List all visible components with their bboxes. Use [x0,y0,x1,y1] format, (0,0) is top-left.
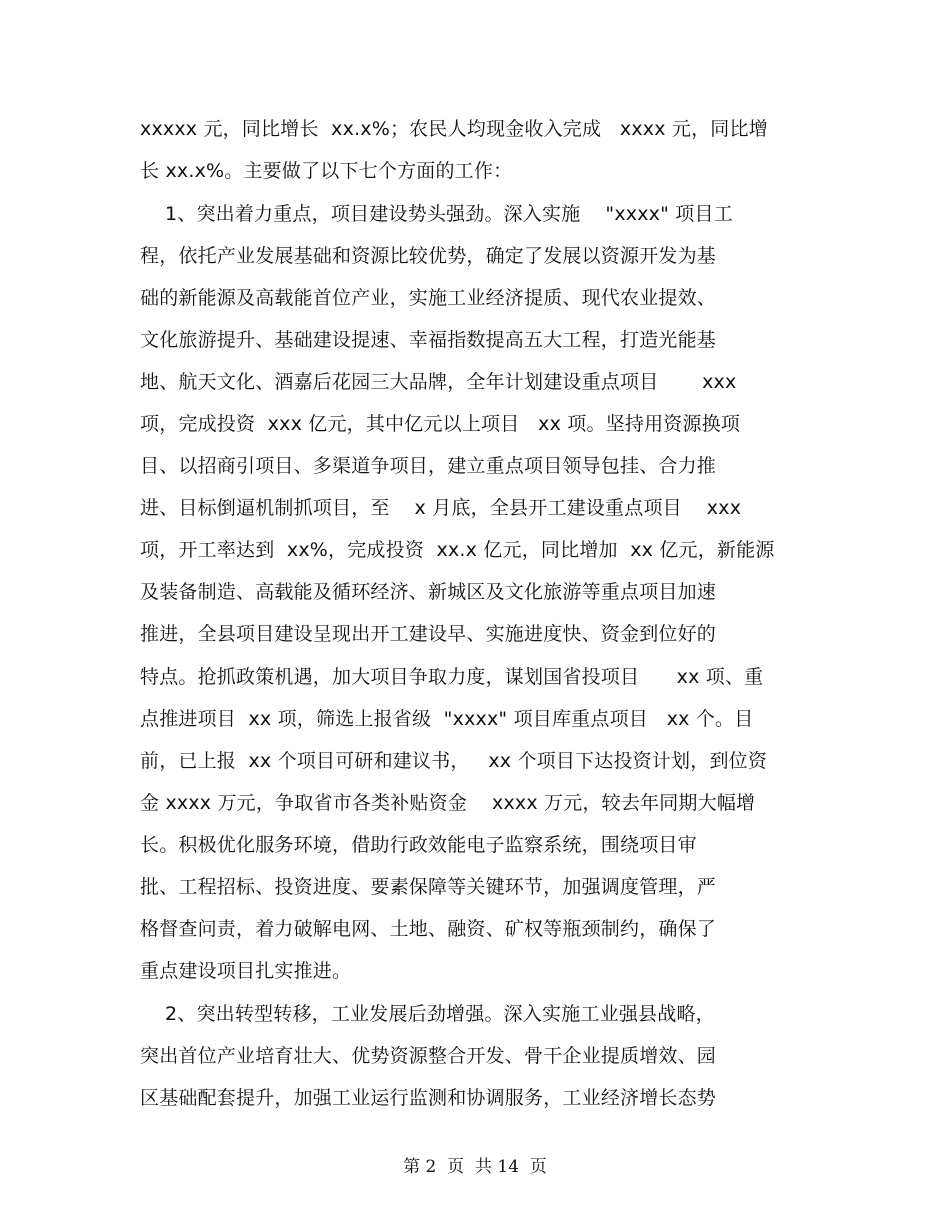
text-line: 金 xxxx 万元，争取省市各类补贴资金 xxxx 万元，较去年同期大幅增 [140,792,756,814]
text-line: 突出首位产业培育壮大、优势资源整合开发、骨干企业提质增效、园 [140,1045,717,1067]
text-line: xxxxx 元，同比增长 xx.x%；农民人均现金收入完成 xxxx 元，同比增 [140,118,768,140]
text-line: 区基础配套提升，加强工业运行监测和协调服务，工业经济增长态势 [140,1087,717,1109]
text-line: 2、突出转型转移，工业发展后劲增强。深入实施工业强县战略， [140,1003,715,1025]
text-line: 地、航天文化、酒嘉后花园三大品牌，全年计划建设重点项目 xxx [140,371,737,393]
text-line: 点推进项目 xx 项，筛选上报省级 "xxxx" 项目库重点项目 xx 个。目 [140,708,754,730]
page-number-footer: 第 2 页 共 14 页 [403,1157,547,1177]
text-line: 前，已上报 xx 个项目可研和建议书， xx 个项目下达投资计划，到位资 [140,750,768,772]
text-line: 础的新能源及高载能首位产业，实施工业经济提质、现代农业提效、 [140,287,717,309]
text-line: 长。积极优化服务环境，借助行政效能电子监察系统，围绕项目审 [140,834,697,856]
text-line: 特点。抢抓政策机遇，加大项目争取力度，谋划国省投项目 xx 项、重 [140,666,764,688]
text-line: 文化旅游提升、基础建设提速、幸福指数提高五大工程，打造光能基 [140,329,717,351]
text-line: 长 xx.x%。主要做了以下七个方面的工作： [140,160,513,182]
text-line: 项，完成投资 xxx 亿元，其中亿元以上项目 xx 项。坚持用资源换项 [140,413,741,435]
text-line: 程，依托产业发展基础和资源比较优势，确定了发展以资源开发为基 [140,245,717,267]
text-line: 重点建设项目扎实推进。 [140,960,352,982]
text-line: 1、突出着力重点，项目建设势头强劲。深入实施 "xxxx" 项目工 [140,203,733,225]
text-line: 格督查问责，着力破解电网、土地、融资、矿权等瓶颈制约，确保了 [140,918,717,940]
text-line: 项，开工率达到 xx%，完成投资 xx.x 亿元，同比增加 xx 亿元，新能源 [140,539,775,561]
text-line: 目、以招商引项目、多渠道争项目，建立重点项目领导包挂、合力推 [140,455,717,477]
text-line: 推进，全县项目建设呈现出开工建设早、实施进度快、资金到位好的 [140,623,717,645]
text-line: 批、工程招标、投资进度、要素保障等关键环节，加强调度管理，严 [140,876,717,898]
text-line: 及装备制造、高载能及循环经济、新城区及文化旅游等重点项目加速 [140,581,717,603]
text-line: 进、目标倒逼机制抓项目，至 x 月底，全县开工建设重点项目 xxx [140,497,742,519]
